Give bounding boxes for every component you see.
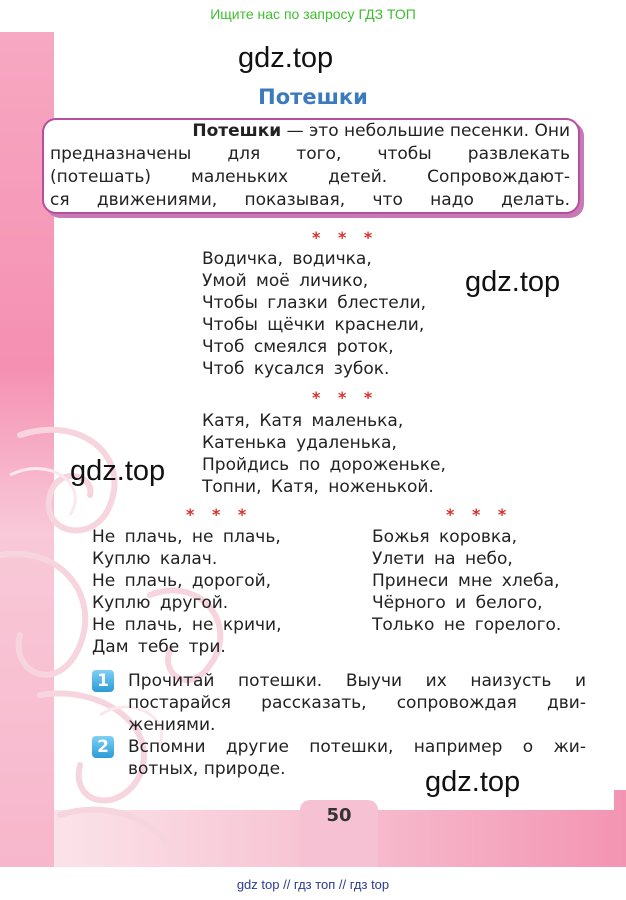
task-1 bbox=[128, 670, 586, 736]
poem-line: Умой моё личико, bbox=[202, 271, 369, 291]
task-line: Прочитай потешки. Выучи их наизусть и bbox=[128, 671, 586, 691]
poem-line: Чтоб смеялся роток, bbox=[202, 337, 394, 357]
poem-line: Божья коровка, bbox=[372, 527, 517, 547]
page-number: 50 bbox=[326, 805, 352, 826]
watermark: gdz.top bbox=[238, 42, 334, 74]
poem-ne-plach bbox=[92, 526, 282, 658]
definition-line: предназначены для того, чтобы развлекать bbox=[50, 144, 570, 164]
poem-line: Куплю калач. bbox=[92, 549, 218, 569]
poem-line: Водичка, водичка, bbox=[202, 249, 372, 269]
watermark: gdz.top bbox=[465, 266, 561, 298]
definition-term: Потешки bbox=[192, 121, 282, 141]
top-banner: Ищите нас по запросу ГДЗ ТОП bbox=[210, 6, 416, 22]
poem-line: Чтобы глазки блестели, bbox=[202, 293, 427, 313]
poem-vodichka bbox=[202, 248, 426, 380]
poem-line: Катенька удаленька, bbox=[202, 433, 397, 453]
poem-line: Принеси мне хлеба, bbox=[372, 571, 560, 591]
poem-line: Не плачь, не кричи, bbox=[92, 615, 282, 635]
poem-katya bbox=[202, 410, 446, 498]
definition-line: (потешать) маленьких детей. Сопровождают- bbox=[50, 167, 570, 187]
poem-line: Пройдись по дороженьке, bbox=[202, 455, 446, 475]
poem-line: Топни, Катя, ноженькой. bbox=[202, 477, 434, 497]
watermark: gdz.top bbox=[425, 766, 521, 798]
definition-line: ся движениями, показывая, что надо делать. bbox=[50, 190, 570, 210]
task-line: вотных, природе. bbox=[128, 759, 286, 779]
task-2 bbox=[128, 736, 586, 780]
definition-text: — это небольшие песенки. Они bbox=[281, 121, 570, 141]
task-number-badge: 1 bbox=[92, 670, 114, 692]
poem-bozhya-korovka bbox=[372, 526, 561, 636]
stars-divider: * * * bbox=[312, 228, 379, 247]
page-title: Потешки bbox=[258, 85, 368, 109]
stars-divider: * * * bbox=[186, 505, 253, 524]
task-line: жениями. bbox=[128, 715, 216, 735]
poem-line: Чтоб кусался зубок. bbox=[202, 359, 390, 379]
poem-line: Не плачь, не плачь, bbox=[92, 527, 281, 547]
footer-links: gdz top // гдз топ // гдз top bbox=[236, 877, 390, 892]
definition-line bbox=[50, 120, 570, 142]
task-number-badge: 2 bbox=[92, 736, 114, 758]
watermark: gdz.top bbox=[70, 455, 166, 487]
poem-line: Улети на небо, bbox=[372, 549, 513, 569]
poem-line: Дам тебе три. bbox=[92, 637, 226, 657]
poem-line: Катя, Катя маленька, bbox=[202, 411, 404, 431]
poem-line: Куплю другой. bbox=[92, 593, 229, 613]
poem-line: Только не горелого. bbox=[372, 615, 562, 635]
poem-line: Чтобы щёчки краснели, bbox=[202, 315, 425, 335]
stars-divider: * * * bbox=[312, 388, 379, 407]
poem-line: Не плачь, дорогой, bbox=[92, 571, 272, 591]
task-line: Вспомни другие потешки, например о жи- bbox=[128, 737, 586, 757]
stars-divider: * * * bbox=[446, 505, 513, 524]
task-line: постарайся рассказать, сопровождая дви- bbox=[128, 693, 586, 713]
poem-line: Чёрного и белого, bbox=[372, 593, 543, 613]
